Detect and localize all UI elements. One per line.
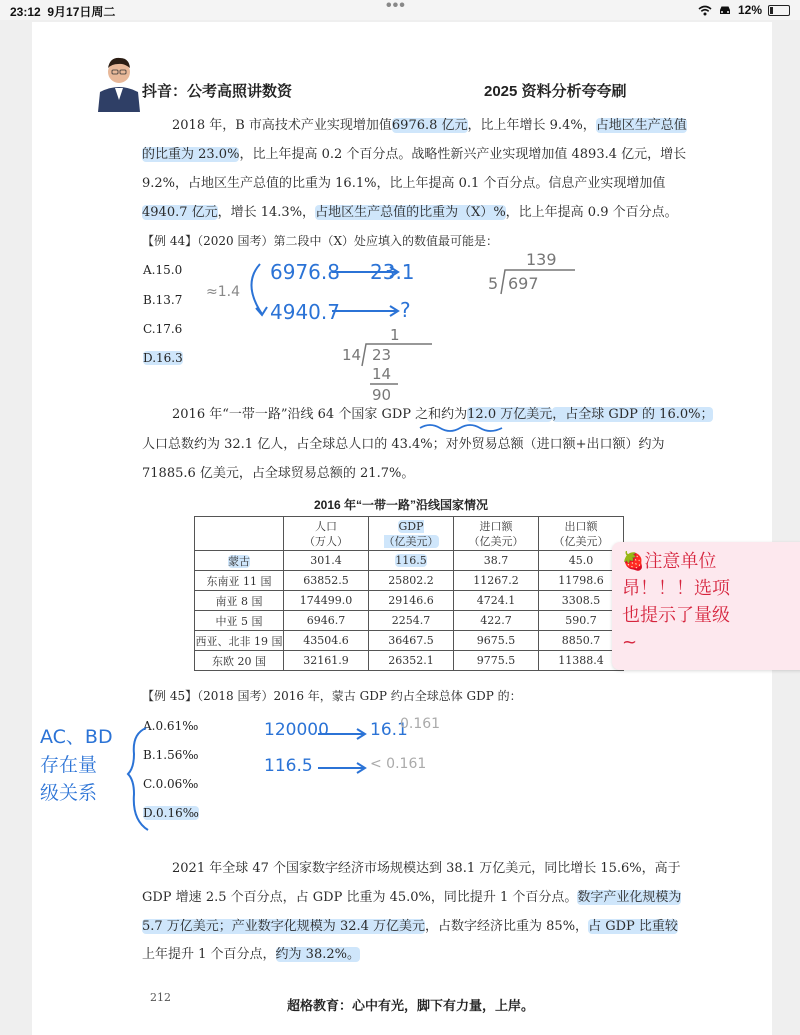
- table-cell: 3308.5: [539, 591, 624, 611]
- q44-option-d[interactable]: D.16.3: [143, 351, 183, 365]
- wifi-icon: [698, 5, 712, 16]
- table-header-cell: [195, 517, 284, 551]
- table-cell: 11267.2: [454, 571, 539, 591]
- p2-line1: 2016 年“一带一路”沿线 64 个国家 GDP 之和约为12.0 万亿美元，占全球 GDP 的 16.0%；: [172, 407, 714, 422]
- note-line2: 昂！！！选项: [622, 578, 730, 599]
- p3-line4: 上年提升 1 个百分点，约为 38.2%。: [142, 947, 360, 962]
- table-cell: 38.7: [454, 551, 539, 571]
- table-cell: 63852.5: [284, 571, 369, 591]
- status-time: 23:12 9月17日周二: [10, 5, 116, 19]
- table-header-cell: 出口额 （亿美元）: [539, 517, 624, 551]
- note-line3: 也提示了量级: [622, 605, 730, 626]
- q45-stem: 【例 45】（2018 国考）2016 年，蒙古 GDP 约占全球总体 GDP 的：: [142, 689, 522, 703]
- status-right: [698, 3, 790, 17]
- table-cell: 11388.4: [539, 651, 624, 671]
- hw-arrows: [232, 254, 432, 344]
- p3-line3: 5.7 万亿美元；产业数字化规模为 32.4 万亿美元，占数字经济比重为 85%，占 GDP 比重较: [142, 919, 678, 934]
- table-cell: 9775.5: [454, 651, 539, 671]
- hw-lt-0161: < 0.161: [370, 756, 427, 772]
- note-line4: ~: [622, 632, 638, 653]
- q45-option-c[interactable]: C.0.06‰: [143, 777, 199, 791]
- header-author: 抖音：公考高照讲数资: [142, 83, 293, 100]
- q44-option-c[interactable]: C.17.6: [143, 322, 183, 336]
- p3-line1: 2021 年全球 47 个国家数字经济市场规模达到 38.1 万亿美元，同比增长 15.6%，高于: [172, 861, 681, 876]
- hw-div2-remainder: 90: [372, 386, 392, 404]
- table-cell: 422.7: [454, 611, 539, 631]
- hw-exists: 存在量: [40, 754, 98, 776]
- p2-line2: 人口总数约为 32.1 亿人，占全球总人口的 43.4%；对外贸易总额（进口额+出口额）约为: [142, 437, 665, 452]
- hw-231: 23.1: [370, 260, 415, 284]
- table-cell: 116.5: [369, 551, 454, 571]
- hw-ac-bd: AC、BD: [40, 726, 113, 748]
- table-cell: 8850.7: [539, 631, 624, 651]
- hw-question: ?: [400, 298, 411, 322]
- hw-4940: 4940.7: [270, 300, 340, 324]
- table-cell: 东欧 20 国: [195, 651, 284, 671]
- p1-line1: 2018 年，B 市高技术产业实现增加值6976.8 亿元，比上年增长 9.4%，占地区生产总值: [172, 118, 687, 133]
- battery-icon: [768, 5, 790, 16]
- strawberry-icon: 🍓: [622, 551, 645, 572]
- hw-div2-quotient: 1: [390, 326, 400, 344]
- table-header-cell: 人口 （万人）: [284, 517, 369, 551]
- table-cell: 43504.6: [284, 631, 369, 651]
- hw-16-1: 16.1: [370, 720, 408, 740]
- p3-line2: GDP 增速 2.5 个百分点，占 GDP 比重为 45.0%，同比提升 1 个百分点。数字产业化规模为: [142, 890, 682, 905]
- author-avatar: [94, 48, 144, 112]
- sticky-note: [612, 542, 800, 670]
- p1-line3: 9.2%，占地区生产总值的比重为 16.1%，比上年提高 0.1 个百分点。信息产业实现增加值: [142, 176, 666, 191]
- table-cell: 26352.1: [369, 651, 454, 671]
- table-header-cell: GDP （亿美元）: [369, 517, 454, 551]
- table-row: [195, 631, 624, 651]
- table-title: 2016 年“一带一路”沿线国家情况: [314, 498, 489, 512]
- hw-div1-dividend: 697: [508, 274, 539, 293]
- hw-div1-bracket: [497, 266, 577, 296]
- table-row: [195, 651, 624, 671]
- page-number: 212: [150, 991, 171, 1004]
- hw-brace: [124, 724, 154, 834]
- table-cell: 6946.7: [284, 611, 369, 631]
- table-cell: 西亚、北非 19 国: [195, 631, 284, 651]
- hw-0161: 0.161: [400, 716, 441, 732]
- footer-slogan: 超格教育：心中有光，脚下有力量，上岸。: [287, 998, 535, 1013]
- table-cell: 45.0: [539, 551, 624, 571]
- hw-div1-divisor: 5: [488, 274, 499, 293]
- hw-6976: 6976.8: [270, 260, 340, 284]
- table-cell: 301.4: [284, 551, 369, 571]
- table-cell: 25802.2: [369, 571, 454, 591]
- table-cell: 9675.5: [454, 631, 539, 651]
- car-icon: [718, 5, 732, 15]
- hw-arrows-2: [312, 722, 382, 782]
- table-cell: 4724.1: [454, 591, 539, 611]
- q45-option-a[interactable]: A.0.61‰: [143, 719, 199, 733]
- hw-div2-divisor: 14: [342, 346, 362, 364]
- table-cell: 590.7: [539, 611, 624, 631]
- p1-line2: 的比重为 23.0%，比上年提高 0.2 个百分点。战略性新兴产业实现增加值 4893.4 亿元，增长: [142, 147, 687, 162]
- data-table: [194, 516, 624, 671]
- status-bar: [0, 0, 800, 20]
- table-cell: 36467.5: [369, 631, 454, 651]
- note-line1: 🍓注意单位: [622, 551, 717, 572]
- q44-option-a[interactable]: A.15.0: [143, 263, 183, 277]
- table-cell: 32161.9: [284, 651, 369, 671]
- table-cell: 29146.6: [369, 591, 454, 611]
- hw-120000: 120000: [264, 720, 329, 740]
- table-row: [195, 591, 624, 611]
- hw-116-5: 116.5: [264, 756, 313, 776]
- hw-underline-wave: [418, 422, 508, 434]
- table-cell: 2254.7: [369, 611, 454, 631]
- p2-line3: 71885.6 亿美元，占全球贸易总额的 21.7%。: [142, 466, 415, 481]
- table-row: [195, 611, 624, 631]
- table-cell: 中亚 5 国: [195, 611, 284, 631]
- table-cell: 东南亚 11 国: [195, 571, 284, 591]
- table-cell: 蒙古: [195, 551, 284, 571]
- table-cell: 11798.6: [539, 571, 624, 591]
- hw-div1-quotient: 139: [526, 250, 557, 269]
- table-row: [195, 571, 624, 591]
- table-header-row: [195, 517, 624, 551]
- q44-option-b[interactable]: B.13.7: [143, 293, 183, 307]
- more-dots-icon[interactable]: •••: [386, 0, 406, 14]
- hw-div2-dividend: 23: [372, 346, 392, 364]
- hw-approx: ≈1.4: [206, 284, 240, 300]
- battery-percent: 12%: [737, 3, 762, 17]
- table-row: [195, 551, 624, 571]
- q45-option-b[interactable]: B.1.56‰: [143, 748, 199, 762]
- hw-magnitude: 级关系: [40, 782, 98, 804]
- document-page: [32, 22, 772, 1035]
- p1-line4: 4940.7 亿元，增长 14.3%，占地区生产总值的比重为（X）%，比上年提高 0.9 个百分点。: [142, 205, 678, 220]
- table-header-cell: 进口额 （亿美元）: [454, 517, 539, 551]
- hw-div2-lines: [358, 340, 438, 406]
- hw-div2-subtract: 14: [372, 365, 392, 383]
- header-title: 2025 资料分析夸夸刷: [484, 83, 627, 100]
- table-cell: 南亚 8 国: [195, 591, 284, 611]
- q45-option-d[interactable]: D.0.16‰: [143, 806, 199, 820]
- q44-stem: 【例 44】（2020 国考）第二段中（X）处应填入的数值最可能是：: [142, 234, 498, 248]
- table-cell: 174499.0: [284, 591, 369, 611]
